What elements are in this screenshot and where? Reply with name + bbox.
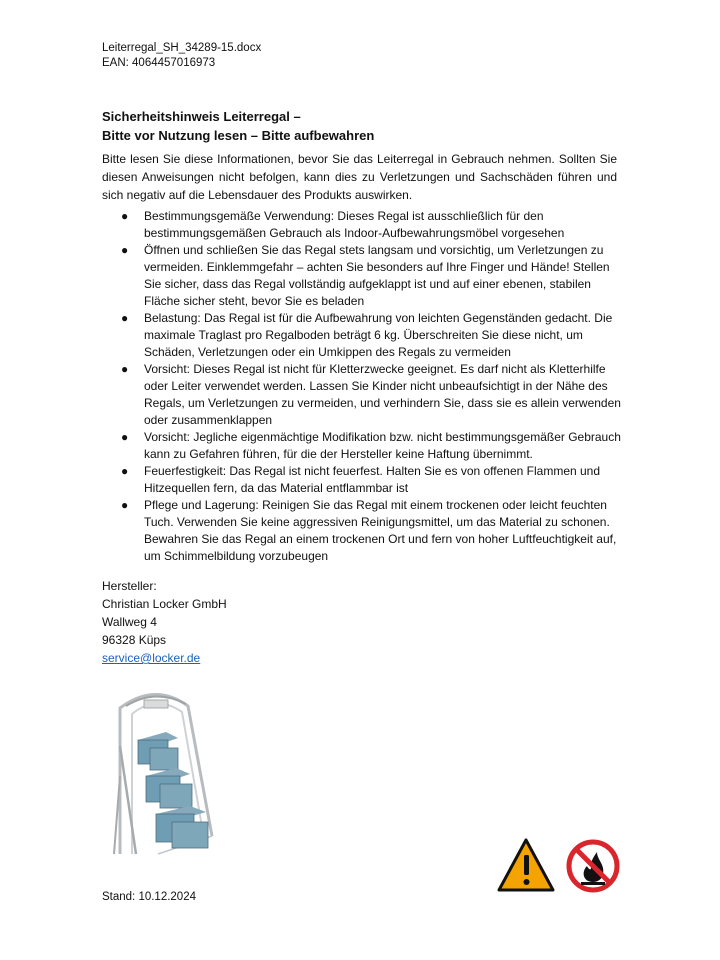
bullet-icon: ● — [121, 430, 129, 444]
intro-paragraph: Bitte lesen Sie diese Informationen, bevor Sie das Leiterregal in Gebrauch nehmen. Sollten Sie diesen Anweisungen nicht befolgen, kann dies zu Verletzungen und Sachschäden führen und sich negativ auf die Lebensdauer des Produkts auswirken. — [102, 152, 617, 202]
manufacturer-block — [102, 577, 227, 667]
safety-symbols — [497, 838, 622, 894]
safety-list — [102, 208, 622, 565]
list-item: ● Pflege und Lagerung: Reinigen Sie das Regal mit einem trockenen oder leicht feuchten Tuch. Verwenden Sie keine aggressiven Reinigungsmittel, um das Material zu schonen. Bewahren Sie das Regal an einem trockenen Ort und fern von hoher Luftfeuchtigkeit auf, um Schimmelbildung vorzubeugen — [121, 498, 617, 563]
bullet-icon: ● — [121, 209, 129, 223]
warning-triangle-icon — [499, 840, 553, 890]
document-filename: Leiterregal_SH_34289-15.docx — [102, 42, 262, 54]
bullet-icon: ● — [121, 464, 129, 478]
document-date: Stand: 10.12.2024 — [102, 891, 196, 903]
no-open-flame-icon — [569, 842, 617, 890]
ladder-shelf-image — [100, 686, 230, 856]
shelf-box — [146, 768, 192, 808]
manufacturer-email-link[interactable]: service@locker.de — [102, 651, 201, 665]
list-item: ● Belastung: Das Regal ist für die Aufbewahrung von leichten Gegenständen gedacht. Die maximale Traglast pro Regalboden beträgt 6 kg. Überschreiten Sie diese nicht, um Schäden, Verletzungen oder ein Umkippen des Regals zu vermeiden — [121, 311, 613, 359]
manufacturer-city: 96328 Küps — [102, 633, 167, 647]
list-item: ● Feuerfestigkeit: Das Regal ist nicht feuerfest. Halten Sie es von offenen Flammen und Hitzequellen fern, da das Material entflammbar ist — [121, 464, 601, 495]
document-title — [102, 107, 374, 145]
bullet-icon: ● — [121, 243, 129, 257]
bullet-icon: ● — [121, 498, 129, 512]
shelf-box — [156, 806, 208, 848]
document-header — [102, 41, 261, 71]
list-item: ● Öffnen und schließen Sie das Regal stets langsam und vorsichtig, um Verletzungen zu vermeiden. Einklemmgefahr – achten Sie besonders auf Ihre Finger und Hände! Stellen Sie sicher, dass das Regal vollständig aufgeklappt ist und auf einer ebenen, stabilen Fläche sicher steht, bevor Sie es beladen — [121, 243, 610, 308]
bullet-icon: ● — [121, 311, 129, 325]
manufacturer-name: Christian Locker GmbH — [102, 597, 227, 611]
shelf-box — [138, 732, 178, 770]
title-line-1: Sicherheitshinweis Leiterregal – — [102, 109, 301, 124]
manufacturer-street: Wallweg 4 — [102, 615, 157, 629]
list-item: ● Bestimmungsgemäße Verwendung: Dieses Regal ist ausschließlich für den bestimmungsgemäßen Gebrauch als Indoor-Aufbewahrungsmöbel vorgesehen — [121, 209, 565, 240]
list-item: ● Vorsicht: Jegliche eigenmächtige Modifikation bzw. nicht bestimmungsgemäßer Gebrauch kann zu Gefahren führen, für die der Hersteller keine Haftung übernimmt. — [121, 430, 621, 461]
list-item: ● Vorsicht: Dieses Regal ist nicht für Kletterzwecke geeignet. Es darf nicht als Kletterhilfe oder Leiter verwendet werden. Lassen Sie Kinder nicht unbeaufsichtigt in der Nähe des Regals, um Verletzungen zu vermeiden, und verhindern Sie, dass sie es allein verwenden oder zusammenklappen — [121, 362, 621, 427]
manufacturer-label: Hersteller: — [102, 579, 157, 593]
ean-code: EAN: 4064457016973 — [102, 57, 216, 69]
bullet-icon: ● — [121, 362, 129, 376]
title-line-2: Bitte vor Nutzung lesen – Bitte aufbewahren — [102, 128, 375, 143]
